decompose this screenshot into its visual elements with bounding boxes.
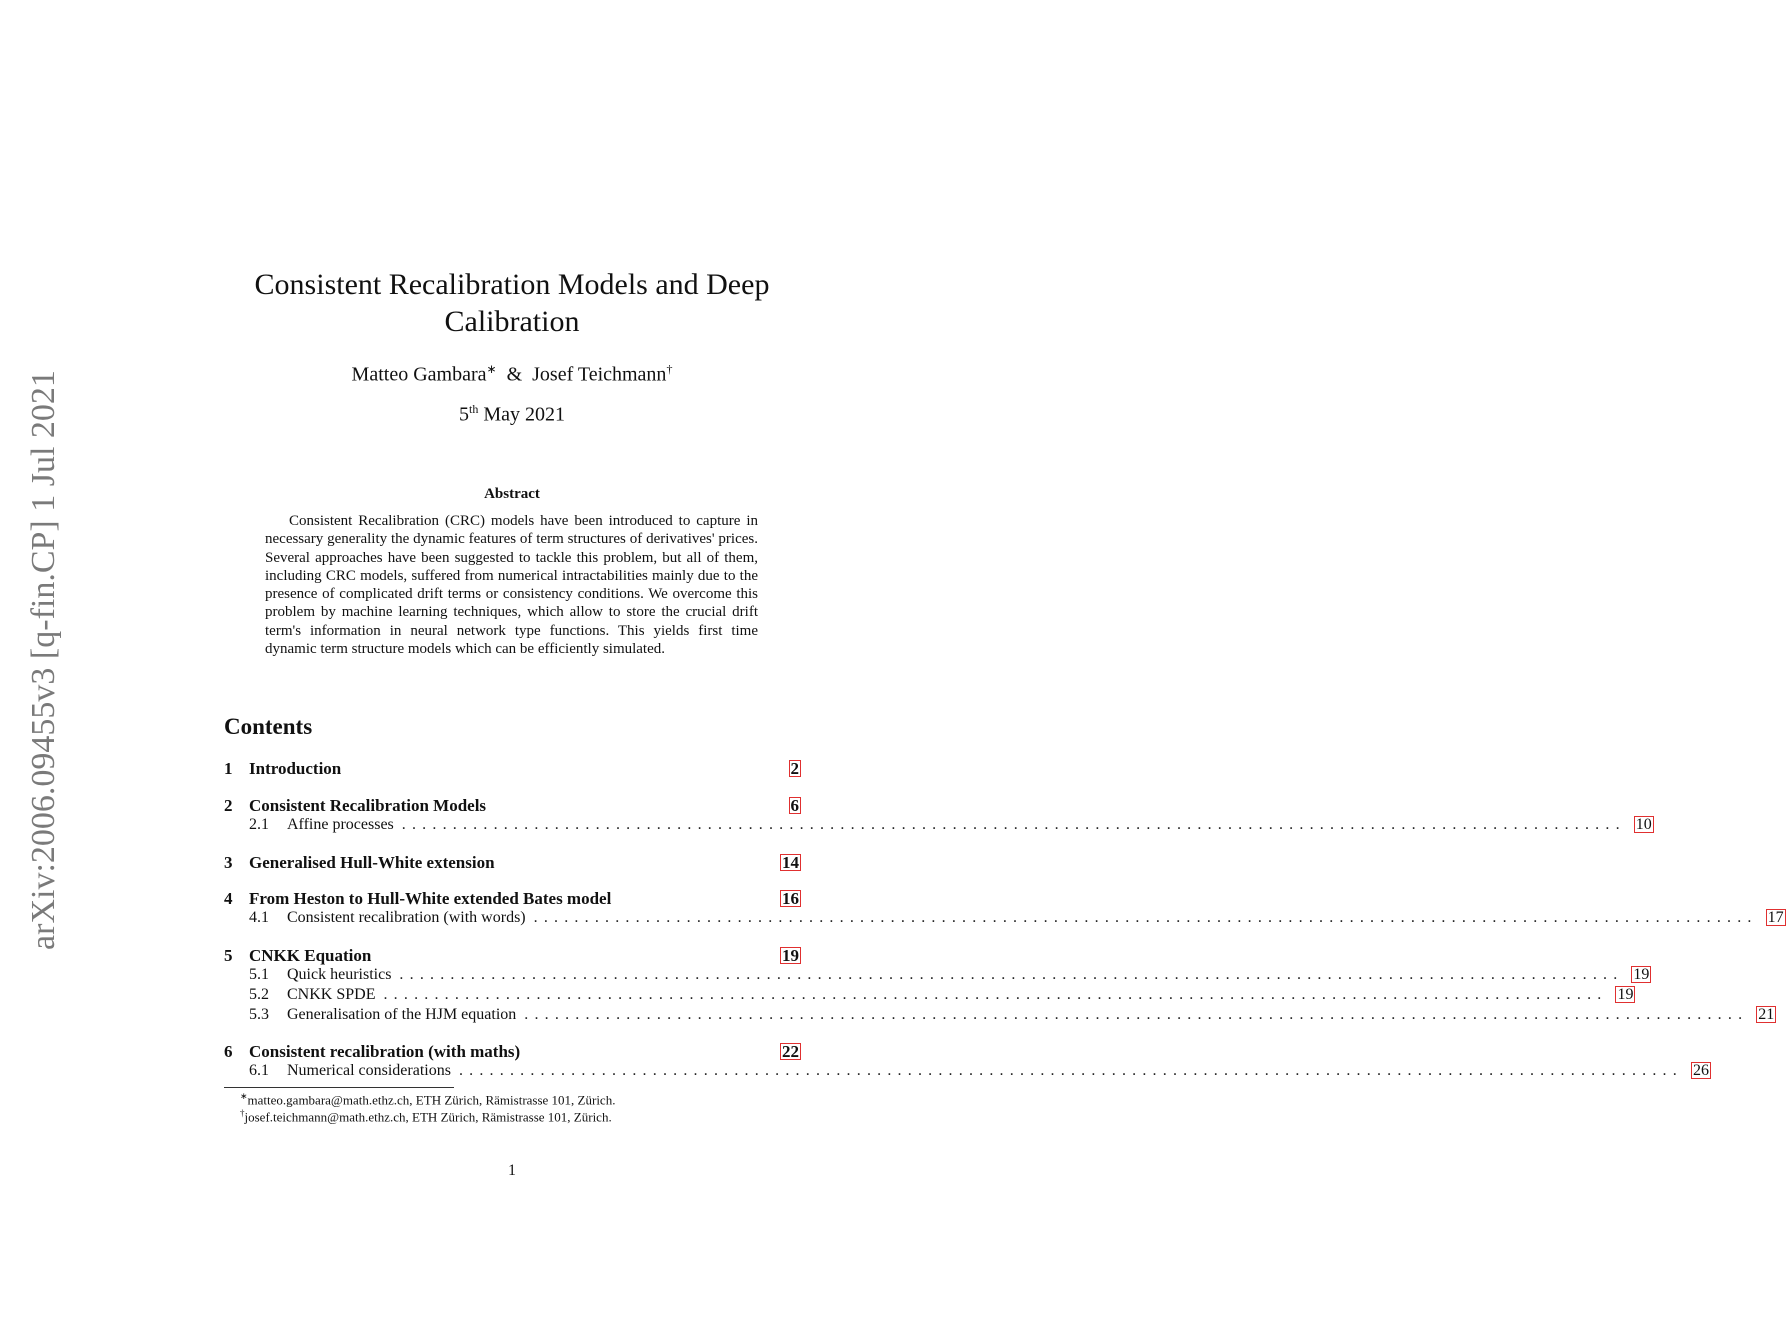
toc-entry-title[interactable]: Introduction xyxy=(249,759,342,778)
toc-entry-number: 5.3 xyxy=(249,1006,269,1023)
toc-page-link[interactable]: 2 xyxy=(790,759,799,778)
footnote-text: josef.teichmann@math.ethz.ch, ETH Zürich, Rämistrasse 101, Zürich. xyxy=(244,1109,612,1125)
toc-entry-number: 5 xyxy=(224,946,233,965)
toc-entry-number: 2 xyxy=(224,796,233,815)
toc-section-entry[interactable] xyxy=(224,1042,801,1062)
footnote-divider xyxy=(224,1087,454,1088)
toc-page-link[interactable]: 19 xyxy=(1617,986,1634,1003)
toc-leader-dots: ........................................................................................................................ xyxy=(399,966,1624,983)
toc-subsection-entry[interactable] xyxy=(224,986,1634,1006)
toc-page-link[interactable]: 14 xyxy=(782,853,799,872)
contents-heading: Contents xyxy=(224,714,313,739)
toc-entry-title[interactable]: CNKK SPDE xyxy=(287,986,376,1003)
publication-date xyxy=(200,402,824,427)
toc-section-entry[interactable] xyxy=(224,759,801,779)
toc-subsection-entry[interactable] xyxy=(224,816,1652,836)
toc-entry-title[interactable]: Generalisation of the HJM equation xyxy=(287,1006,517,1023)
toc-page-link[interactable]: 19 xyxy=(782,946,799,965)
toc-page-link[interactable]: 22 xyxy=(782,1042,799,1061)
toc-page-link[interactable]: 17 xyxy=(1767,909,1784,926)
author-line xyxy=(200,362,824,387)
toc-subsection-entry[interactable] xyxy=(224,966,1650,986)
toc-entry-number: 2.1 xyxy=(249,816,269,833)
toc-page-link[interactable]: 21 xyxy=(1758,1006,1775,1023)
toc-entry-title[interactable]: Consistent Recalibration Models xyxy=(249,796,487,815)
toc-leader-dots: ........................................................................................................................ xyxy=(458,1062,1683,1079)
toc-page-link[interactable]: 6 xyxy=(790,796,799,815)
toc-entry-number: 6.1 xyxy=(249,1062,269,1079)
toc-entry-number: 4.1 xyxy=(249,909,269,926)
toc-entry-title[interactable]: CNKK Equation xyxy=(249,946,372,965)
footnote xyxy=(240,1091,615,1108)
toc-page-link[interactable]: 16 xyxy=(782,889,799,908)
toc-entry-number: 4 xyxy=(224,889,233,908)
toc-entry-title[interactable]: Consistent recalibration (with words) xyxy=(287,909,526,926)
toc-leader-dots: ........................................................................................................................ xyxy=(401,816,1626,833)
toc-leader-dots: ........................................................................................................................ xyxy=(533,909,1758,926)
abstract-text: Consistent Recalibration (CRC) models have been introduced to capture in necessary generality the dynamic features of term structures of derivatives' prices. Several approaches have been suggested to tackle this problem, but all of them, including CRC models, suffered from numerical intractabilities mainly due to the presence of complicated drift terms or consistency conditions. We overcome this problem by machine learning techniques, which allow to store the crucial drift term's information in neural network type functions. This yields first time dynamic term structure models which can be efficiently simulated. xyxy=(265,513,758,658)
abstract-heading: Abstract xyxy=(484,486,540,502)
date-suffix: th xyxy=(468,402,479,416)
toc-entry-title[interactable]: Quick heuristics xyxy=(287,966,392,983)
footnote xyxy=(240,1108,612,1125)
toc-page-link[interactable]: 10 xyxy=(1635,816,1652,833)
author-name: Matteo Gambara xyxy=(351,363,487,386)
paper-title: Consistent Recalibration Models and Deep Calibration xyxy=(254,268,770,338)
toc-section-entry[interactable] xyxy=(224,796,801,816)
toc-page-link[interactable]: 19 xyxy=(1633,966,1650,983)
footnote-mark[interactable]: ∗ xyxy=(486,362,497,376)
toc-subsection-entry[interactable] xyxy=(224,1062,1709,1082)
toc-entry-number: 3 xyxy=(224,853,233,872)
toc-entry-number: 1 xyxy=(224,759,233,778)
toc-entry-title[interactable]: Numerical considerations xyxy=(287,1062,451,1079)
toc-entry-title[interactable]: From Heston to Hull-White extended Bates model xyxy=(249,889,612,908)
toc-section-entry[interactable] xyxy=(224,853,801,873)
toc-subsection-entry[interactable] xyxy=(224,909,1784,929)
footnote-mark[interactable]: † xyxy=(666,362,673,376)
footnote-mark: ∗ xyxy=(240,1091,248,1101)
date-month-year: May 2021 xyxy=(483,403,565,426)
toc-leader-dots: ........................................................................................................................ xyxy=(383,986,1608,1003)
author-name: Josef Teichmann xyxy=(532,363,667,386)
toc-section-entry[interactable] xyxy=(224,946,801,966)
page-number: 1 xyxy=(508,1162,516,1179)
toc-entry-number: 5.2 xyxy=(249,986,269,1003)
date-day: 5 xyxy=(458,403,469,426)
toc-entry-title[interactable]: Generalised Hull-White extension xyxy=(249,853,495,872)
toc-entry-number: 6 xyxy=(224,1042,233,1061)
toc-leader-dots: ........................................................................................................................ xyxy=(524,1006,1749,1023)
toc-section-entry[interactable] xyxy=(224,889,801,909)
toc-entry-title[interactable]: Affine processes xyxy=(287,816,394,833)
footnote-text: matteo.gambara@math.ethz.ch, ETH Zürich, Rämistrasse 101, Zürich. xyxy=(247,1092,616,1108)
author-separator: & xyxy=(506,363,523,386)
arxiv-identifier-stamp: arXiv:2006.09455v3 [q-fin.CP] 1 Jul 2021 xyxy=(25,370,62,950)
toc-entry-title[interactable]: Consistent recalibration (with maths) xyxy=(249,1042,521,1061)
toc-entry-number: 5.1 xyxy=(249,966,269,983)
toc-subsection-entry[interactable] xyxy=(224,1006,1775,1026)
footnote-mark: † xyxy=(240,1108,245,1118)
toc-page-link[interactable]: 26 xyxy=(1692,1062,1709,1079)
